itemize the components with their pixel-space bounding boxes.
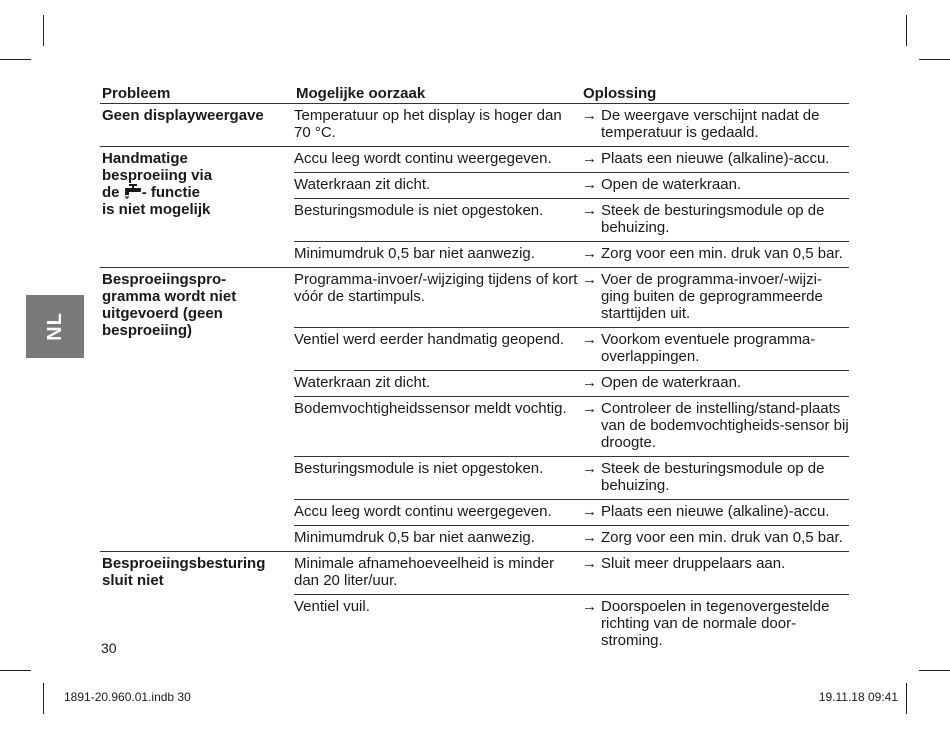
header-problem: Probleem xyxy=(100,83,294,104)
cause-cell: Accu leeg wordt continu weergegeven. xyxy=(294,500,581,526)
crop-mark xyxy=(43,683,44,714)
solution-cell xyxy=(581,147,849,173)
solution-cell xyxy=(581,199,849,242)
solution-cell xyxy=(581,457,849,500)
language-tab xyxy=(26,295,84,358)
page-number: 30 xyxy=(101,640,117,656)
solution-cell xyxy=(581,397,849,457)
arrow-icon: → xyxy=(582,271,597,288)
cause-cell: Besturingsmodule is niet opgestoken. xyxy=(294,457,581,500)
cause-cell: Besturingsmodule is niet opgestoken. xyxy=(294,199,581,242)
solution-text: Doorspoelen in tegenovergestelde richting van de normale door-stroming. xyxy=(601,598,830,649)
header-cause: Mogelijke oorzaak xyxy=(294,83,581,104)
cause-cell: Minimale afnamehoeveelheid is minder dan 20 liter/uur. xyxy=(294,552,581,595)
faucet-icon xyxy=(124,184,142,199)
table-row xyxy=(100,147,849,173)
arrow-icon: → xyxy=(582,107,597,124)
solution-text: Voorkom eventuele programma-overlappingen. xyxy=(601,331,816,365)
header-solution: Oplossing xyxy=(581,83,849,104)
solution-text: Zorg voor een min. druk van 0,5 bar. xyxy=(601,529,843,546)
crop-mark xyxy=(43,15,44,46)
solution-cell xyxy=(581,104,849,147)
arrow-icon: → xyxy=(582,150,597,167)
arrow-icon: → xyxy=(582,503,597,520)
crop-mark xyxy=(906,15,907,46)
solution-cell xyxy=(581,552,849,595)
arrow-icon: → xyxy=(582,331,597,348)
problem-line: is niet mogelijk xyxy=(102,201,211,218)
problem-cell: Geen displayweergave xyxy=(100,104,294,147)
solution-text: Plaats een nieuwe (alkaline)-accu. xyxy=(601,503,830,520)
language-tab-label: NL xyxy=(43,312,66,341)
crop-mark xyxy=(906,683,907,714)
solution-cell xyxy=(581,595,849,655)
problem-cell: Besproeiingspro-gramma wordt niet uitgevoerd (geen besproeiing) xyxy=(100,268,294,552)
cause-cell: Waterkraan zit dicht. xyxy=(294,173,581,199)
solution-cell xyxy=(581,242,849,268)
solution-text: Sluit meer druppelaars aan. xyxy=(601,555,786,572)
footer-file-info: 1891-20.960.01.indb 30 xyxy=(64,690,191,704)
problem-line: besproeiing via xyxy=(102,167,213,184)
crop-mark xyxy=(0,59,31,60)
crop-mark xyxy=(0,670,31,671)
troubleshooting-table xyxy=(100,83,849,654)
solution-text: De weergave verschijnt nadat de temperatuur is gedaald. xyxy=(601,107,820,141)
cause-cell: Waterkraan zit dicht. xyxy=(294,371,581,397)
problem-cell xyxy=(100,147,294,268)
solution-cell xyxy=(581,526,849,552)
cause-cell: Programma-invoer/-wijziging tijdens of kort vóór de startimpuls. xyxy=(294,268,581,328)
solution-text: Voer de programma-invoer/-wijzi-ging buiten de geprogrammeerde starttijden uit. xyxy=(601,271,823,322)
table-row xyxy=(100,552,849,595)
arrow-icon: → xyxy=(582,529,597,546)
table-header-row xyxy=(100,83,849,104)
footer-timestamp: 19.11.18 09:41 xyxy=(818,690,898,704)
cause-cell: Minimumdruk 0,5 bar niet aanwezig. xyxy=(294,242,581,268)
solution-text: Open de waterkraan. xyxy=(601,374,742,391)
solution-text: Steek de besturingsmodule op de behuizing. xyxy=(601,460,825,494)
cause-cell: Minimumdruk 0,5 bar niet aanwezig. xyxy=(294,526,581,552)
solution-text: Plaats een nieuwe (alkaline)-accu. xyxy=(601,150,830,167)
arrow-icon: → xyxy=(582,555,597,572)
problem-line: de xyxy=(102,184,124,201)
arrow-icon: → xyxy=(582,176,597,193)
arrow-icon: → xyxy=(582,460,597,477)
table-row xyxy=(100,268,849,328)
solution-text: Zorg voor een min. druk van 0,5 bar. xyxy=(601,245,843,262)
solution-text: Controleer de instelling/stand-plaats van de bodemvochtigheids-sensor bij droogte. xyxy=(601,400,849,451)
crop-mark xyxy=(919,670,950,671)
solution-text: Open de waterkraan. xyxy=(601,176,742,193)
solution-cell xyxy=(581,500,849,526)
solution-cell xyxy=(581,268,849,328)
cause-cell: Temperatuur op het display is hoger dan 70 °C. xyxy=(294,104,581,147)
problem-cell: Besproeiingsbesturing sluit niet xyxy=(100,552,294,655)
cause-cell: Accu leeg wordt continu weergegeven. xyxy=(294,147,581,173)
solution-cell xyxy=(581,173,849,199)
solution-cell xyxy=(581,328,849,371)
cause-cell: Ventiel werd eerder handmatig geopend. xyxy=(294,328,581,371)
table-row xyxy=(100,104,849,147)
arrow-icon: → xyxy=(582,202,597,219)
cause-cell: Bodemvochtigheidssensor meldt vochtig. xyxy=(294,397,581,457)
arrow-icon: → xyxy=(582,400,597,417)
problem-line: - functie xyxy=(141,184,201,201)
arrow-icon: → xyxy=(582,374,597,391)
crop-mark xyxy=(919,59,950,60)
problem-line: Handmatige xyxy=(102,150,188,167)
cause-cell: Ventiel vuil. xyxy=(294,595,581,655)
arrow-icon: → xyxy=(582,598,597,615)
arrow-icon: → xyxy=(582,245,597,262)
solution-text: Steek de besturingsmodule op de behuizing. xyxy=(601,202,825,236)
solution-cell xyxy=(581,371,849,397)
